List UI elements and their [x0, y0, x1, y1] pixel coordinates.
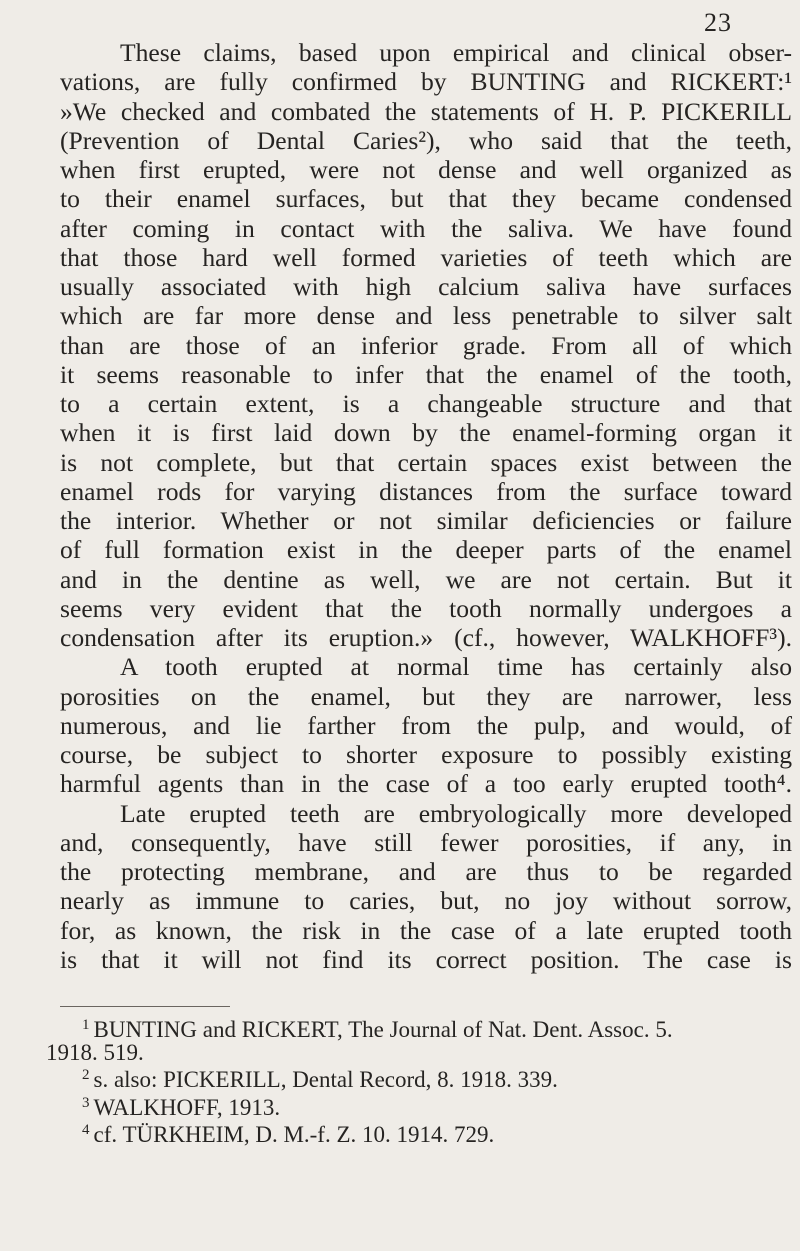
text-line: to their enamel surfaces, but that they became condensed: [60, 184, 792, 214]
body-paragraphs: [60, 38, 792, 974]
text-line: of full formation exist in the deeper parts of the enamel: [60, 535, 792, 565]
text-line: usually associated with high calcium saliva have surfaces: [60, 272, 792, 301]
footnote-number: 3: [82, 1094, 90, 1111]
text-line: is not complete, but that certain spaces exist between the: [60, 447, 792, 477]
footnotes: [46, 1014, 786, 1147]
text-line: course, be subject to shorter exposure to possibly existing: [60, 740, 792, 769]
footnote-text: s. also: PICKERILL, Dental Record, 8. 1918. 339.: [93, 1067, 558, 1092]
text-line: nearly as immune to caries, but, no joy without sorrow,: [60, 886, 792, 916]
text-line: for, as known, the risk in the case of a late erupted tooth: [60, 915, 792, 945]
text-line: enamel rods for varying distances from the surface toward: [60, 476, 792, 506]
footnote-number: 4: [82, 1122, 90, 1138]
footnote-3: [46, 1092, 786, 1120]
text-line: vations, are fully confirmed by BUNTING and RICKERT:¹: [60, 67, 792, 97]
text-line: seems very evident that the tooth normally undergoes a: [60, 593, 792, 623]
text-line: which are far more dense and less penetrable to silver salt: [60, 301, 792, 331]
footnote-2: [46, 1064, 786, 1092]
text-line: than are those of an inferior grade. From all of which: [60, 330, 792, 360]
text-line: (Prevention of Dental Caries²), who said that the teeth,: [60, 125, 792, 155]
text-line: and in the dentine as well, we are not certain. But it: [60, 564, 792, 594]
footnote-number: 2: [82, 1067, 90, 1083]
text-line: when first erupted, were not dense and well organized as: [60, 155, 792, 184]
text-line: harmful agents than in the case of a too early erupted tooth⁴.: [60, 769, 792, 799]
text-line: These claims, based upon empirical and clinical obser-: [120, 38, 792, 67]
text-line: A tooth erupted at normal time has certainly also: [120, 652, 792, 682]
text-line: the protecting membrane, and are thus to be regarded: [60, 857, 792, 886]
text-line: and, consequently, have still fewer porosities, if any, in: [60, 827, 792, 857]
footnote-1-continued: [46, 1039, 786, 1065]
text-line: after coming in contact with the saliva. We have found: [60, 213, 792, 243]
text-line: numerous, and lie farther from the pulp, and would, of: [60, 710, 792, 740]
text-line: that those hard well formed varieties of teeth which are: [60, 242, 792, 272]
footnote-1: [46, 1014, 786, 1042]
footnote-number: 1: [82, 1017, 90, 1033]
text-line: porosities on the enamel, but they are narrower, less: [60, 681, 792, 711]
footnote-text: WALKHOFF, 1913.: [93, 1094, 281, 1120]
text-line: is that it will not find its correct position. The case is: [60, 944, 792, 974]
footnote-text: BUNTING and RICKERT, The Journal of Nat. Dent. Assoc. 5.: [93, 1017, 673, 1042]
text-line: the interior. Whether or not similar deficiencies or failure: [60, 506, 792, 535]
footnote-divider: [60, 1006, 230, 1007]
footnote-4: [46, 1119, 786, 1147]
text-line: condensation after its eruption.» (cf., however, WALKHOFF³).: [60, 623, 792, 652]
page-number: 23: [704, 8, 732, 37]
text-line: to a certain extent, is a changeable structure and that: [60, 389, 792, 418]
footnote-text: 1918. 519.: [46, 1039, 144, 1065]
text-line: Late erupted teeth are embryologically more developed: [120, 798, 792, 828]
footnote-text: cf. TÜRKHEIM, D. M.-f. Z. 10. 1914. 729.: [93, 1122, 495, 1147]
text-line: »We checked and combated the statements of H. P. PICKERILL: [60, 96, 792, 126]
text-line: it seems reasonable to infer that the enamel of the tooth,: [60, 359, 792, 389]
text-line: when it is first laid down by the enamel-forming organ it: [60, 418, 792, 448]
